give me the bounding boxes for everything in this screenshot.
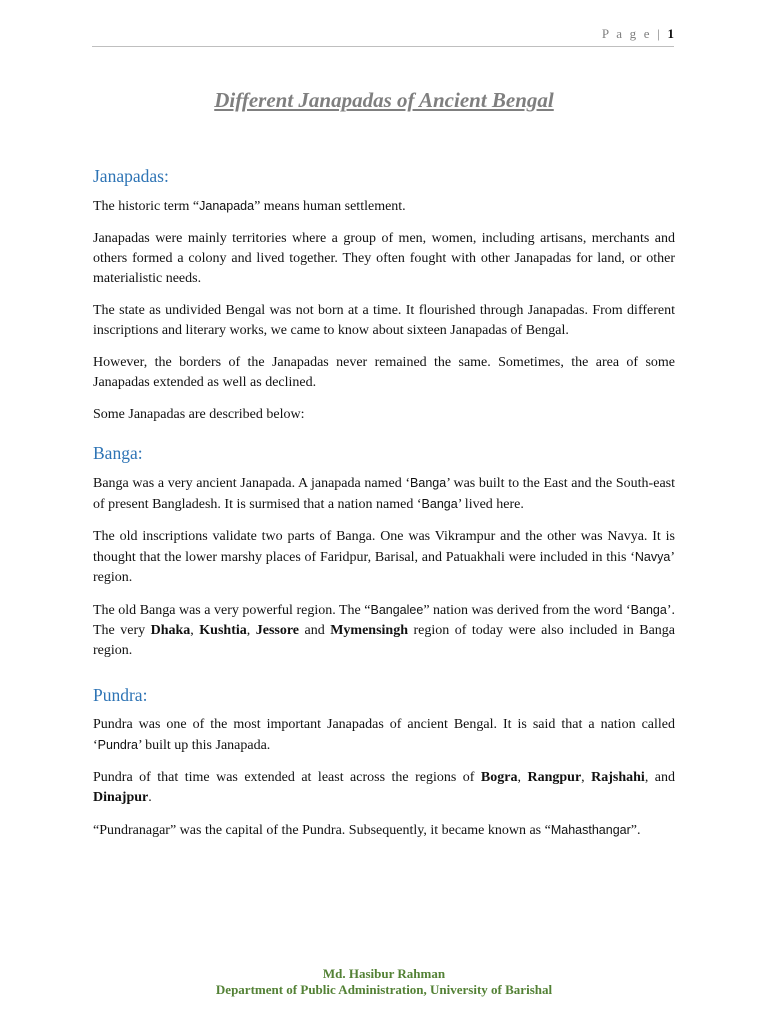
place-bogra: Bogra (480, 770, 518, 785)
document-title: Different Janapadas of Ancient Bengal (214, 88, 554, 112)
header-rule (92, 46, 674, 47)
paragraph-janapadas-3: The state as undivided Bengal was not born at a time. It flourished through Janapadas. From different inscriptions and literary works, we came to know about sixteen Janapadas of Bengal. (93, 303, 675, 338)
footer-author: Md. Hasibur Rahman (322, 966, 446, 981)
page-word: P a g e (601, 26, 652, 41)
paragraph-janapadas-5: Some Janapadas are described below: (93, 407, 305, 422)
paragraph-janapadas-2: Janapadas were mainly territories where a group of men, women, including artisans, merchants and others formed a colony and lived together. They often fought with other Janapadas for land, or other materialistic needs. (93, 231, 675, 286)
heading-pundra: Pundra: (93, 685, 148, 705)
page-footer (0, 966, 768, 998)
footer-department: Department of Public Administration, University of Barishal (215, 982, 553, 997)
place-jessore: Jessore (255, 623, 300, 638)
heading-janapadas: Janapadas: (93, 166, 169, 186)
page-separator: | (651, 26, 668, 41)
document-body (93, 84, 675, 853)
place-kushtia: Kushtia (199, 623, 247, 638)
paragraph-janapadas-4: However, the borders of the Janapadas never remained the same. Sometimes, the area of some Janapadas extended as well as declined. (93, 355, 675, 390)
page-header (602, 26, 674, 42)
place-rangpur: Rangpur (527, 770, 582, 785)
paragraph-janapadas-1: The historic term “Janapada” means human settlement. (93, 199, 406, 214)
paragraph-pundra-3: “Pundranagar” was the capital of the Pundra. Subsequently, it became known as “Mahasthangar”. (93, 823, 641, 838)
place-mymensingh: Mymensingh (330, 623, 409, 638)
paragraph-banga-3: The old Banga was a very powerful region. The “Bangalee” nation was derived from the word ‘Banga’. The very Dhaka, Kushtia, Jessore and Mymensingh region of today were also included in Banga region. (93, 603, 676, 658)
paragraph-banga-2: The old inscriptions validate two parts of Banga. One was Vikrampur and the other was Navya. It is thought that the lower marshy places of Faridpur, Barisal, and Patuakhali were included in this ‘Navya’ region. (93, 529, 675, 585)
heading-banga: Banga: (93, 443, 143, 463)
paragraph-pundra-2: Pundra of that time was extended at least across the regions of Bogra, Rangpur, Rajshahi, and Dinajpur. (93, 770, 676, 805)
place-dinajpur: Dinajpur (93, 790, 149, 805)
paragraph-banga-1: Banga was a very ancient Janapada. A janapada named ‘Banga’ was built to the East and the South-east of present Bangladesh. It is surmised that a nation named ‘Banga’ lived here. (93, 476, 675, 512)
paragraph-pundra-1: Pundra was one of the most important Janapadas of ancient Bengal. It is said that a nation called ‘Pundra’ built up this Janapada. (93, 717, 675, 753)
page-number: 1 (667, 26, 674, 41)
place-dhaka: Dhaka (150, 623, 191, 638)
place-rajshahi: Rajshahi (591, 770, 645, 785)
